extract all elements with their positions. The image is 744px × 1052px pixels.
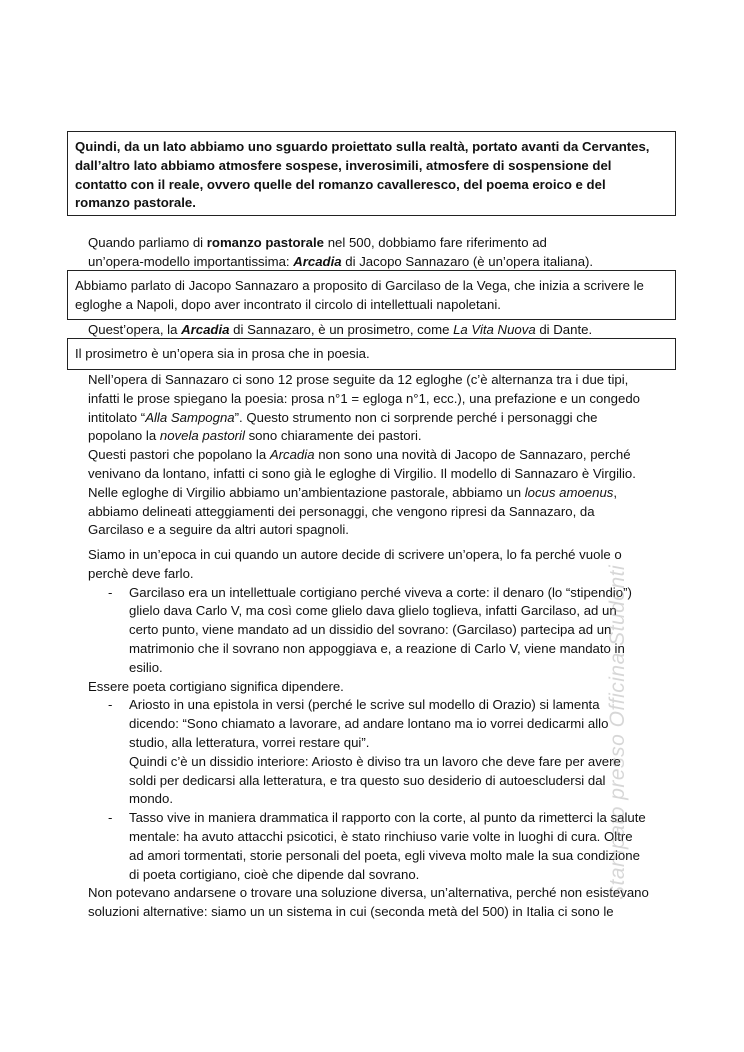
bullet-dash: - — [108, 697, 113, 713]
text-line: di poeta cortigiano, cioè che dipende dal sovrano. — [129, 866, 420, 882]
highlight-box-intro — [67, 131, 676, 216]
text-line: certo punto, viene mandato ad un dissidio del sovrano: (Garcilaso) partecipa ad un — [129, 622, 612, 638]
box-line: dall’altro lato abbiamo atmosfere sospese, inverosimili, atmosfere di sospensione del — [75, 157, 612, 173]
box-line: Abbiamo parlato di Jacopo Sannazaro a proposito di Garcilaso de la Vega, che inizia a scrivere le — [75, 278, 644, 293]
highlight-box-sannazaro — [67, 270, 676, 320]
text-line: ad amori tormentati, storie personali del poeta, egli viveva molto male la sua condizione — [129, 847, 640, 863]
paragraph-arcadia — [88, 371, 678, 540]
text-line: matrimonio che il sovrano non appoggiava e, a reazione di Carlo V, viene mandato in — [129, 640, 625, 656]
text-line: intitolato “Alla Sampogna”. Questo strumento non ci sorprende perché i personaggi che — [88, 409, 598, 425]
text-line: Ariosto in una epistola in versi (perché le scrive sul modello di Orazio) si lamenta — [129, 697, 600, 713]
box-line: romanzo pastorale. — [75, 195, 196, 211]
text-line: glielo dava Carlo V, ma così come glielo dava glielo toglieva, infatti Garcilaso, ad un — [129, 603, 617, 619]
text-line: perchè deve farlo. — [88, 565, 194, 581]
text-line: mondo. — [129, 791, 173, 807]
text-line: infatti le prose spiegano la poesia: prosa n°1 = egloga n°1, ecc.), una prefazione e un congedo — [88, 390, 640, 406]
text-line: dicendo: “Sono chiamato a lavorare, ad andare lontano ma io vorrei dedicarmi allo — [129, 716, 609, 732]
bullet-dash: - — [108, 810, 113, 826]
text-line: Quest’opera, la Arcadia di Sannazaro, è un prosimetro, come La Vita Nuova di Dante. — [88, 322, 593, 337]
text-line: Nelle egloghe di Virgilio abbiamo un’ambientazione pastorale, abbiamo un locus amoenus, — [88, 484, 618, 500]
box-line: Il prosimetro è un’opera sia in prosa che in poesia. — [75, 346, 370, 361]
text-line: Questi pastori che popolano la Arcadia non sono una novità di Jacopo de Sannazaro, perché — [88, 447, 631, 463]
box-line: Quindi, da un lato abbiamo uno sguardo proiettato sulla realtà, portato avanti da Cervantes, — [75, 139, 650, 154]
highlight-box-definizione — [67, 338, 676, 370]
text-line: studio, alla letteratura, vorrei restare qui”. — [129, 734, 370, 750]
text-line: Non potevano andarsene o trovare una soluzione diversa, un’alternativa, perché non esistevano — [88, 885, 649, 901]
paragraph-prosimetro — [88, 321, 668, 340]
list-item-garcilaso — [88, 584, 668, 678]
box-line: egloghe a Napoli, dopo aver incontrato il circolo di intellettuali napoletani. — [75, 296, 501, 312]
box-line: contatto con il reale, ovvero quelle del romanzo cavalleresco, del poema eroico e del — [75, 176, 606, 192]
paragraph-romanzo-pastorale — [88, 234, 668, 272]
list-item-ariosto — [88, 696, 668, 809]
text-line: Nell’opera di Sannazaro ci sono 12 prose seguite da 12 egloghe (c’è alternanza tra i due tipi, — [88, 372, 629, 387]
watermark-text: Stampato presso Officina Studenti — [606, 564, 629, 900]
bullet-dash: - — [108, 584, 113, 600]
text-line: mentale: ha avuto attacchi psicotici, è stato rinchiuso varie volte in luoghi di cura. Oltre — [129, 828, 633, 844]
list-item-tasso — [88, 809, 668, 884]
text-line: abbiamo delineati atteggiamenti dei personaggi, che vengono ripresi da Sannazaro, da — [88, 503, 595, 519]
text-line: Garcilaso e a seguire da altri autori spagnoli. — [88, 522, 349, 538]
text-line: Quando parliamo di romanzo pastorale nel 500, dobbiamo fare riferimento ad — [88, 235, 547, 250]
text-line: un’opera-modello importantissima: Arcadia di Jacopo Sannazaro (è un’opera italiana). — [88, 253, 594, 269]
text-line: Siamo in un’epoca in cui quando un autore decide di scrivere un’opera, lo fa perché vuole o — [88, 547, 622, 562]
text-line: Garcilaso era un intellettuale cortigiano perché viveva a corte: il denaro (lo “stipendio”) — [129, 584, 632, 600]
text-line: venivano da lontano, infatti ci sono già le egloghe di Virgilio. Il modello di Sannazaro è Virgilio. — [88, 465, 636, 481]
text-line: soldi per dedicarsi alla letteratura, e tra questo suo desiderio di autoescludersi dal — [129, 772, 606, 788]
paragraph-poeta-cortigiano — [88, 546, 668, 922]
text-line: Quindi c’è un dissidio interiore: Ariosto è diviso tra un lavoro che deve fare per avere — [129, 753, 621, 769]
text-line: soluzioni alternative: siamo un un sistema in cui (seconda metà del 500) in Italia ci sono le — [88, 904, 614, 920]
text-line: Tasso vive in maniera drammatica il rapporto con la corte, al punto da rimetterci la salute — [129, 810, 646, 826]
text-line: popolano la novela pastoril sono chiaramente dei pastori. — [88, 428, 422, 444]
text-line: Essere poeta cortigiano significa dipendere. — [88, 678, 344, 694]
text-line: esilio. — [129, 659, 163, 675]
watermark — [600, 540, 640, 900]
